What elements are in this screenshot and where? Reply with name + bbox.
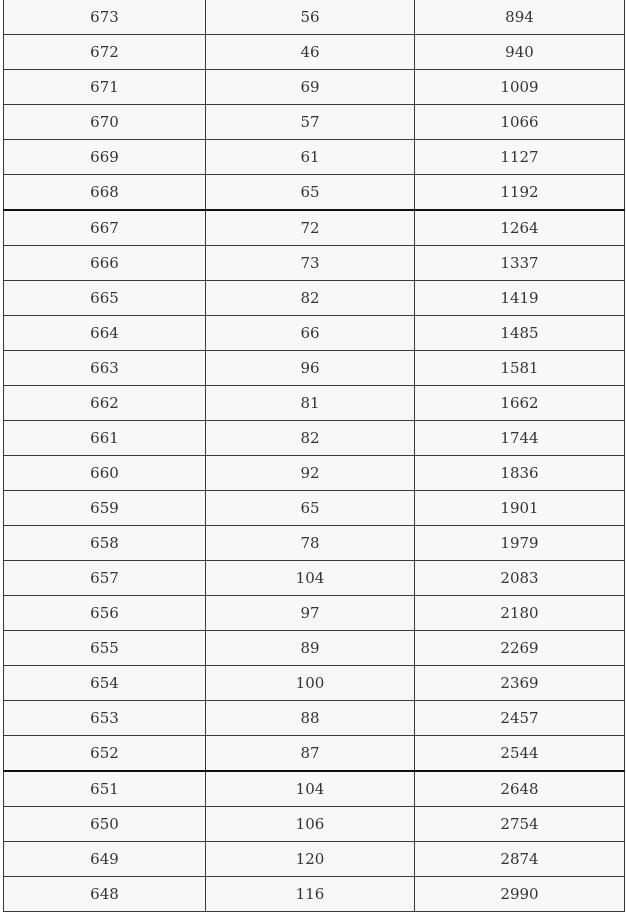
count-cell: 56 bbox=[206, 0, 415, 35]
cumulative-cell: 1581 bbox=[415, 351, 625, 386]
table-row bbox=[4, 210, 625, 246]
score-cell: 663 bbox=[4, 351, 206, 386]
cumulative-cell: 1662 bbox=[415, 386, 625, 421]
table-body bbox=[4, 0, 625, 912]
table-row bbox=[4, 561, 625, 596]
count-cell: 65 bbox=[206, 491, 415, 526]
count-cell: 61 bbox=[206, 140, 415, 175]
cumulative-cell: 2990 bbox=[415, 877, 625, 912]
table-row bbox=[4, 701, 625, 736]
cumulative-cell: 1264 bbox=[415, 210, 625, 246]
count-cell: 82 bbox=[206, 281, 415, 316]
count-cell: 92 bbox=[206, 456, 415, 491]
score-cell: 665 bbox=[4, 281, 206, 316]
count-cell: 69 bbox=[206, 70, 415, 105]
count-cell: 65 bbox=[206, 175, 415, 211]
count-cell: 66 bbox=[206, 316, 415, 351]
table-row bbox=[4, 246, 625, 281]
score-cell: 666 bbox=[4, 246, 206, 281]
cumulative-cell: 2544 bbox=[415, 736, 625, 772]
table-row bbox=[4, 351, 625, 386]
score-cell: 661 bbox=[4, 421, 206, 456]
cumulative-cell: 2083 bbox=[415, 561, 625, 596]
count-cell: 100 bbox=[206, 666, 415, 701]
count-cell: 72 bbox=[206, 210, 415, 246]
cumulative-cell: 894 bbox=[415, 0, 625, 35]
count-cell: 120 bbox=[206, 842, 415, 877]
score-distribution-table bbox=[3, 0, 625, 912]
score-cell: 657 bbox=[4, 561, 206, 596]
table-row bbox=[4, 807, 625, 842]
count-cell: 116 bbox=[206, 877, 415, 912]
score-cell: 672 bbox=[4, 35, 206, 70]
score-cell: 670 bbox=[4, 105, 206, 140]
cumulative-cell: 1901 bbox=[415, 491, 625, 526]
score-cell: 648 bbox=[4, 877, 206, 912]
table-row bbox=[4, 0, 625, 35]
score-cell: 658 bbox=[4, 526, 206, 561]
score-table-container bbox=[3, 0, 624, 912]
table-row bbox=[4, 70, 625, 105]
cumulative-cell: 2180 bbox=[415, 596, 625, 631]
cumulative-cell: 1127 bbox=[415, 140, 625, 175]
count-cell: 57 bbox=[206, 105, 415, 140]
cumulative-cell: 1419 bbox=[415, 281, 625, 316]
cumulative-cell: 1337 bbox=[415, 246, 625, 281]
cumulative-cell: 2457 bbox=[415, 701, 625, 736]
score-cell: 668 bbox=[4, 175, 206, 211]
table-row bbox=[4, 877, 625, 912]
score-cell: 652 bbox=[4, 736, 206, 772]
count-cell: 87 bbox=[206, 736, 415, 772]
score-cell: 655 bbox=[4, 631, 206, 666]
score-cell: 669 bbox=[4, 140, 206, 175]
cumulative-cell: 2369 bbox=[415, 666, 625, 701]
score-cell: 649 bbox=[4, 842, 206, 877]
table-row bbox=[4, 105, 625, 140]
score-cell: 653 bbox=[4, 701, 206, 736]
cumulative-cell: 940 bbox=[415, 35, 625, 70]
table-row bbox=[4, 140, 625, 175]
cumulative-cell: 1836 bbox=[415, 456, 625, 491]
table-row bbox=[4, 175, 625, 211]
score-cell: 664 bbox=[4, 316, 206, 351]
count-cell: 88 bbox=[206, 701, 415, 736]
count-cell: 106 bbox=[206, 807, 415, 842]
table-row bbox=[4, 842, 625, 877]
table-row bbox=[4, 456, 625, 491]
score-cell: 662 bbox=[4, 386, 206, 421]
count-cell: 104 bbox=[206, 771, 415, 807]
table-row bbox=[4, 35, 625, 70]
count-cell: 89 bbox=[206, 631, 415, 666]
count-cell: 104 bbox=[206, 561, 415, 596]
count-cell: 81 bbox=[206, 386, 415, 421]
count-cell: 78 bbox=[206, 526, 415, 561]
cumulative-cell: 2269 bbox=[415, 631, 625, 666]
count-cell: 46 bbox=[206, 35, 415, 70]
score-cell: 673 bbox=[4, 0, 206, 35]
count-cell: 97 bbox=[206, 596, 415, 631]
table-row bbox=[4, 281, 625, 316]
score-cell: 656 bbox=[4, 596, 206, 631]
table-row bbox=[4, 631, 625, 666]
table-row bbox=[4, 596, 625, 631]
count-cell: 73 bbox=[206, 246, 415, 281]
table-row bbox=[4, 526, 625, 561]
cumulative-cell: 2754 bbox=[415, 807, 625, 842]
score-cell: 650 bbox=[4, 807, 206, 842]
cumulative-cell: 2874 bbox=[415, 842, 625, 877]
score-cell: 654 bbox=[4, 666, 206, 701]
table-row bbox=[4, 666, 625, 701]
score-cell: 660 bbox=[4, 456, 206, 491]
cumulative-cell: 1066 bbox=[415, 105, 625, 140]
table-row bbox=[4, 386, 625, 421]
score-cell: 659 bbox=[4, 491, 206, 526]
count-cell: 96 bbox=[206, 351, 415, 386]
score-cell: 651 bbox=[4, 771, 206, 807]
table-row bbox=[4, 421, 625, 456]
score-cell: 671 bbox=[4, 70, 206, 105]
table-row bbox=[4, 316, 625, 351]
cumulative-cell: 1979 bbox=[415, 526, 625, 561]
score-cell: 667 bbox=[4, 210, 206, 246]
cumulative-cell: 1009 bbox=[415, 70, 625, 105]
table-row bbox=[4, 736, 625, 772]
table-row bbox=[4, 491, 625, 526]
cumulative-cell: 2648 bbox=[415, 771, 625, 807]
table-row bbox=[4, 771, 625, 807]
cumulative-cell: 1485 bbox=[415, 316, 625, 351]
cumulative-cell: 1192 bbox=[415, 175, 625, 211]
count-cell: 82 bbox=[206, 421, 415, 456]
cumulative-cell: 1744 bbox=[415, 421, 625, 456]
